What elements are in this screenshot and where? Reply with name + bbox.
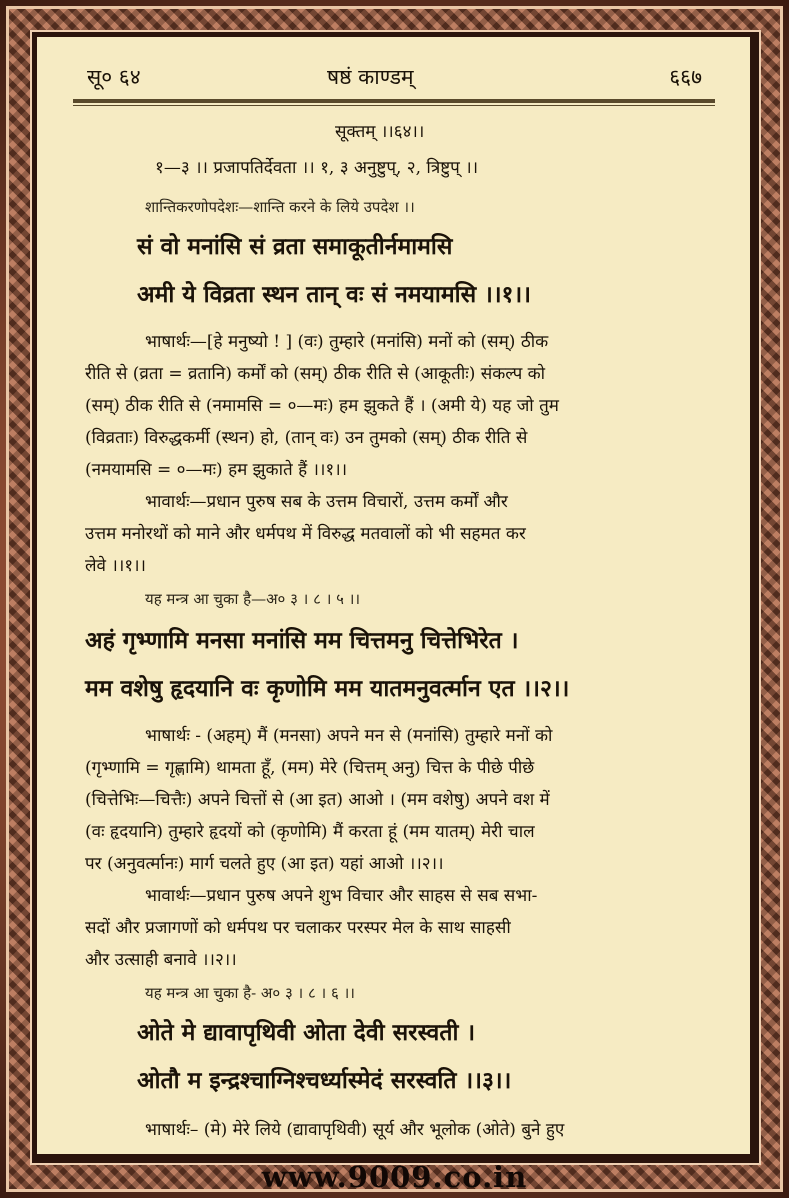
header-rule — [73, 99, 715, 103]
bhasharth-1-line-5: (नमयामसि = ०—मः) हम झुकाते हैं ।।१।। — [85, 460, 348, 480]
bhavarth-2-line-1: भावार्थः—प्रधान पुरुष अपने शुभ विचार और साहस से सब सभा- — [145, 886, 538, 906]
bhavarth-1-line-3: लेवे ।।१।। — [85, 556, 146, 576]
bhasharth-2-line-2: (गृभ्णामि = गृह्णामि) थामता हूँ, (मम) मेरे (चित्तम् अनु) चित्त के पीछे पीछे — [85, 758, 535, 778]
sukta-number: सू० ६४ — [87, 65, 141, 89]
devata-line: १—३ ।। प्रजापतिर्देवता ।। १, ३ अनुष्टुप्, २, त्रिष्टुप् ।। — [155, 158, 479, 178]
bhasharth-3-line-1: भाषार्थः– (मे) मेरे लिये (द्यावापृथिवी) सूर्य और भूलोक (ओते) बुने हुए — [145, 1120, 565, 1140]
bhavarth-2-line-3: और उत्साही बनावे ।।२।। — [85, 950, 237, 970]
upadesh-line: शान्तिकरणोपदेशः—शान्ति करने के लिये उपदेश ।। — [145, 198, 415, 216]
reference-1: यह मन्त्र आ चुका है—अ० ३ । ८ । ५ ।। — [145, 590, 361, 608]
page-header — [37, 59, 750, 95]
bhasharth-1-line-4: (विव्रताः) विरुद्धकर्मी (स्थन) हो, (तान् वः) उन तुमको (सम्) ठीक रीति से — [85, 428, 528, 448]
bhasharth-2-line-4: (वः हृदयानि) तुम्हारे हृदयों को (कृणोमि) मैं करता हूं (मम यातम्) मेरी चाल — [85, 822, 535, 842]
bhasharth-2-line-5: पर (अनुवर्त्मानः) मार्ग चलते हुए (आ इत) यहां आओ ।।२।। — [85, 854, 444, 874]
bhasharth-1-line-1: भाषार्थः—[हे मनुष्यो ! ] (वः) तुम्हारे (मनांसि) मनों को (सम्) ठीक — [145, 332, 549, 352]
mantra-2-line-2: मम वशेषु हृदयानि वः कृणोमि मम यातमनुवर्त्मान एत ।।२।। — [85, 676, 570, 702]
bhavarth-1-line-1: भावार्थः—प्रधान पुरुष सब के उत्तम विचारों, उत्तम कर्मों और — [145, 492, 508, 512]
book-page — [37, 37, 750, 1154]
bhasharth-2-line-3: (चित्तेभिः—चित्तैः) अपने चित्तों से (आ इत) आओ । (मम वशेषु) अपने वश में — [85, 790, 550, 810]
sukta-heading: सूक्तम् ।।६४।। — [335, 122, 425, 142]
kanda-title: षष्ठं काण्डम् — [327, 65, 414, 89]
reference-2: यह मन्त्र आ चुका है- अ० ३ । ८ । ६ ।। — [145, 984, 355, 1002]
bhasharth-1-line-2: रीति से (व्रता = व्रतानि) कर्मों को (सम्) ठीक रीति से (आकूतीः) संकल्प को — [85, 364, 546, 384]
bhavarth-1-line-2: उत्तम मनोरथों को माने और धर्मपथ में विरुद्ध मतवालों को भी सहमत कर — [85, 524, 526, 544]
bhavarth-2-line-2: सदों और प्रजागणों को धर्मपथ पर चलाकर परस्पर मेल के साथ साहसी — [85, 918, 511, 938]
bhasharth-1-line-3: (सम्) ठीक रीति से (नमामसि = ०—मः) हम झुकते हैं । (अमी ये) यह जो तुम — [85, 396, 559, 416]
mantra-2-line-1: अहं गृभ्णामि मनसा मनांसि मम चित्तमनु चित्तेभिरेत । — [85, 628, 519, 654]
mantra-3-line-2: ओतौ म इन्द्रश्चाग्निश्चर्ध्यास्मेदं सरस्वति ।।३।। — [137, 1068, 512, 1094]
bhasharth-2-line-1: भाषार्थः - (अहम्) मैं (मनसा) अपने मन से (मनांसि) तुम्हारे मनों को — [145, 726, 553, 746]
mantra-3-line-1: ओते मे द्यावापृथिवी ओता देवी सरस्वती । — [137, 1020, 476, 1046]
mantra-1-line-2: अमी ये विव्रता स्थन तान् वः सं नमयामसि ।।१।। — [137, 282, 531, 308]
mantra-1-line-1: सं वो मनांसि सं व्रता समाकूतीर्नमामसि — [137, 234, 453, 260]
website-footer: www.9009.co.in — [261, 1160, 528, 1194]
page-number: ६६७ — [669, 65, 702, 89]
